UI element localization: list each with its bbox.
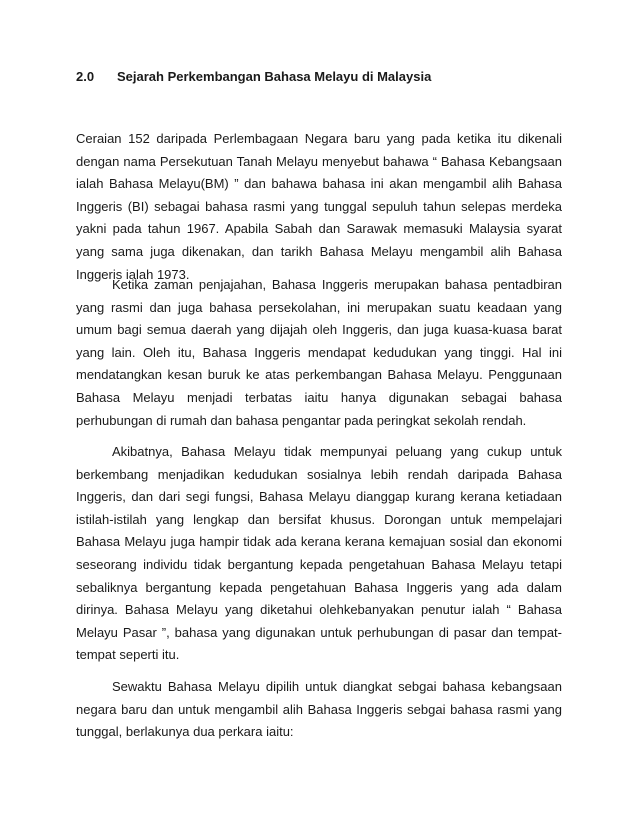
paragraph-3: Akibatnya, Bahasa Melayu tidak mempunyai peluang yang cukup untuk berkembang menjadikan kedudukan sosialnya lebih rendah daripada Bahasa Inggeris, dan dari segi fungsi, Bahasa Melayu dianggap kurang kerana ketiadaan istilah-istilah yang lengkap dan bersifat khusus. Dorongan untuk mempelajari Bahasa Melayu juga hampir tidak ada kerana kerana kemajuan sosial dan ekonomi seseorang individu tidak bergantung kepada pengetahuan Bahasa Melayu tetapi sebaliknya bergantung kepada pengetahuan Bahasa Inggeris yang ada dalam dirinya. Bahasa Melayu yang diketahui olehkebanyakan penutur ialah “ Bahasa Melayu Pasar ”, bahasa yang digunakan untuk perhubungan di pasar dan tempat-tempat seperti itu.: [76, 444, 562, 663]
section-heading: [76, 69, 431, 84]
paragraph-2: Ketika zaman penjajahan, Bahasa Inggeris merupakan bahasa pentadbiran yang rasmi dan juga bahasa persekolahan, ini merupakan suatu keadaan yang umum bagi semua daerah yang dijajah oleh Inggeris, dan juga kuasa-kuasa barat yang lain. Oleh itu, Bahasa Inggeris mendapat kedudukan yang tinggi. Hal ini mendatangkan kesan buruk ke atas perkembangan Bahasa Melayu. Penggunaan Bahasa Melayu menjadi terbatas iaitu hanya digunakan sebagai bahasa perhubungan di rumah dan bahasa pengantar pada peringkat sekolah rendah.: [76, 277, 562, 428]
paragraph-1: Ceraian 152 daripada Perlembagaan Negara baru yang pada ketika itu dikenali dengan nama Persekutuan Tanah Melayu menyebut bahawa “ Bahasa Kebangsaan ialah Bahasa Melayu(BM) ” dan bahawa bahasa ini akan mengambil alih Bahasa Inggeris (BI) sebagai bahasa rasmi yang tunggal sepuluh tahun selepas merdeka yakni pada tahun 1967. Apabila Sabah dan Sarawak memasuki Malaysia syarat yang sama juga dikenakan, dan tarikh Bahasa Melayu mengambil alih Bahasa Inggeris ialah 1973.: [76, 131, 562, 282]
section-title: Sejarah Perkembangan Bahasa Melayu di Malaysia: [117, 69, 432, 84]
section-number: 2.0: [76, 69, 95, 84]
paragraph-4: Sewaktu Bahasa Melayu dipilih untuk diangkat sebgai bahasa kebangsaan negara baru dan untuk mengambil alih Bahasa Inggeris sebgai bahasa rasmi yang tunggal, berlakunya dua perkara iaitu:: [76, 679, 562, 740]
